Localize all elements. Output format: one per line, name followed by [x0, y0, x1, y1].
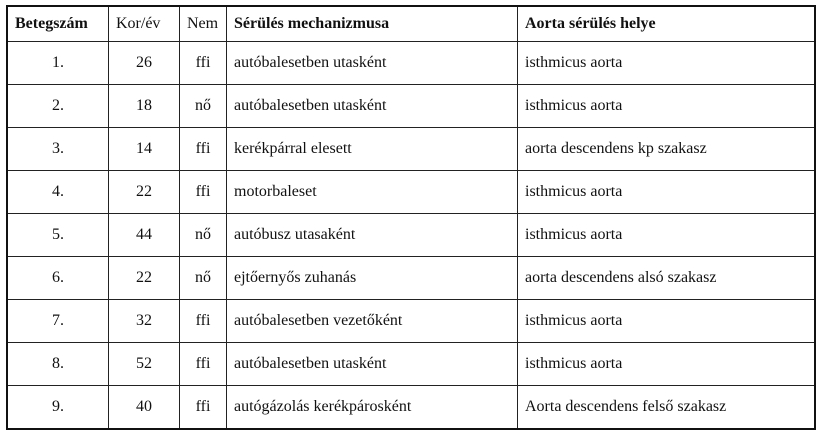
- cell-injury-site: isthmicus aorta: [518, 42, 816, 85]
- table-row: [7, 85, 815, 128]
- cell-patient-number: 4.: [7, 171, 109, 214]
- cell-mechanism: autóbalesetben utasként: [227, 85, 518, 128]
- cell-patient-number: 5.: [7, 214, 109, 257]
- cell-injury-site: isthmicus aorta: [518, 300, 816, 343]
- cell-injury-site: isthmicus aorta: [518, 343, 816, 386]
- cell-patient-number: 7.: [7, 300, 109, 343]
- cell-mechanism: autógázolás kerékpárosként: [227, 386, 518, 430]
- table-row: [7, 386, 815, 430]
- cell-age: 52: [109, 343, 180, 386]
- header-mechanism: Sérülés mechanizmusa: [227, 6, 518, 42]
- table-row: [7, 171, 815, 214]
- table-row: [7, 128, 815, 171]
- cell-mechanism: ejtőernyős zuhanás: [227, 257, 518, 300]
- cell-injury-site: isthmicus aorta: [518, 171, 816, 214]
- cell-patient-number: 6.: [7, 257, 109, 300]
- table-row: [7, 42, 815, 85]
- cell-sex: ffi: [180, 300, 227, 343]
- cell-patient-number: 2.: [7, 85, 109, 128]
- cell-age: 44: [109, 214, 180, 257]
- cell-age: 26: [109, 42, 180, 85]
- header-patient-number: Betegszám: [7, 6, 109, 42]
- header-row: [7, 6, 815, 42]
- cell-age: 18: [109, 85, 180, 128]
- cell-mechanism: autóbalesetben utasként: [227, 343, 518, 386]
- table-row: [7, 257, 815, 300]
- cell-mechanism: kerékpárral elesett: [227, 128, 518, 171]
- header-sex: Nem: [180, 6, 227, 42]
- table-row: [7, 214, 815, 257]
- cell-sex: nő: [180, 214, 227, 257]
- cell-sex: ffi: [180, 386, 227, 430]
- cell-sex: ffi: [180, 42, 227, 85]
- cell-sex: ffi: [180, 128, 227, 171]
- cell-age: 14: [109, 128, 180, 171]
- cell-patient-number: 1.: [7, 42, 109, 85]
- cell-mechanism: autóbalesetben vezetőként: [227, 300, 518, 343]
- cell-age: 32: [109, 300, 180, 343]
- cell-patient-number: 9.: [7, 386, 109, 430]
- cell-sex: ffi: [180, 171, 227, 214]
- cell-sex: ffi: [180, 343, 227, 386]
- cell-age: 22: [109, 257, 180, 300]
- cell-injury-site: isthmicus aorta: [518, 85, 816, 128]
- cell-mechanism: autóbusz utasaként: [227, 214, 518, 257]
- cell-injury-site: aorta descendens kp szakasz: [518, 128, 816, 171]
- patient-table: [6, 5, 816, 430]
- cell-mechanism: motorbaleset: [227, 171, 518, 214]
- cell-injury-site: Aorta descendens felső szakasz: [518, 386, 816, 430]
- cell-injury-site: isthmicus aorta: [518, 214, 816, 257]
- cell-mechanism: autóbalesetben utasként: [227, 42, 518, 85]
- header-injury-site: Aorta sérülés helye: [518, 6, 816, 42]
- header-age: Kor/év: [109, 6, 180, 42]
- cell-age: 22: [109, 171, 180, 214]
- table-row: [7, 343, 815, 386]
- cell-sex: nő: [180, 85, 227, 128]
- cell-patient-number: 8.: [7, 343, 109, 386]
- cell-patient-number: 3.: [7, 128, 109, 171]
- table-row: [7, 300, 815, 343]
- cell-sex: nő: [180, 257, 227, 300]
- cell-injury-site: aorta descendens alsó szakasz: [518, 257, 816, 300]
- cell-age: 40: [109, 386, 180, 430]
